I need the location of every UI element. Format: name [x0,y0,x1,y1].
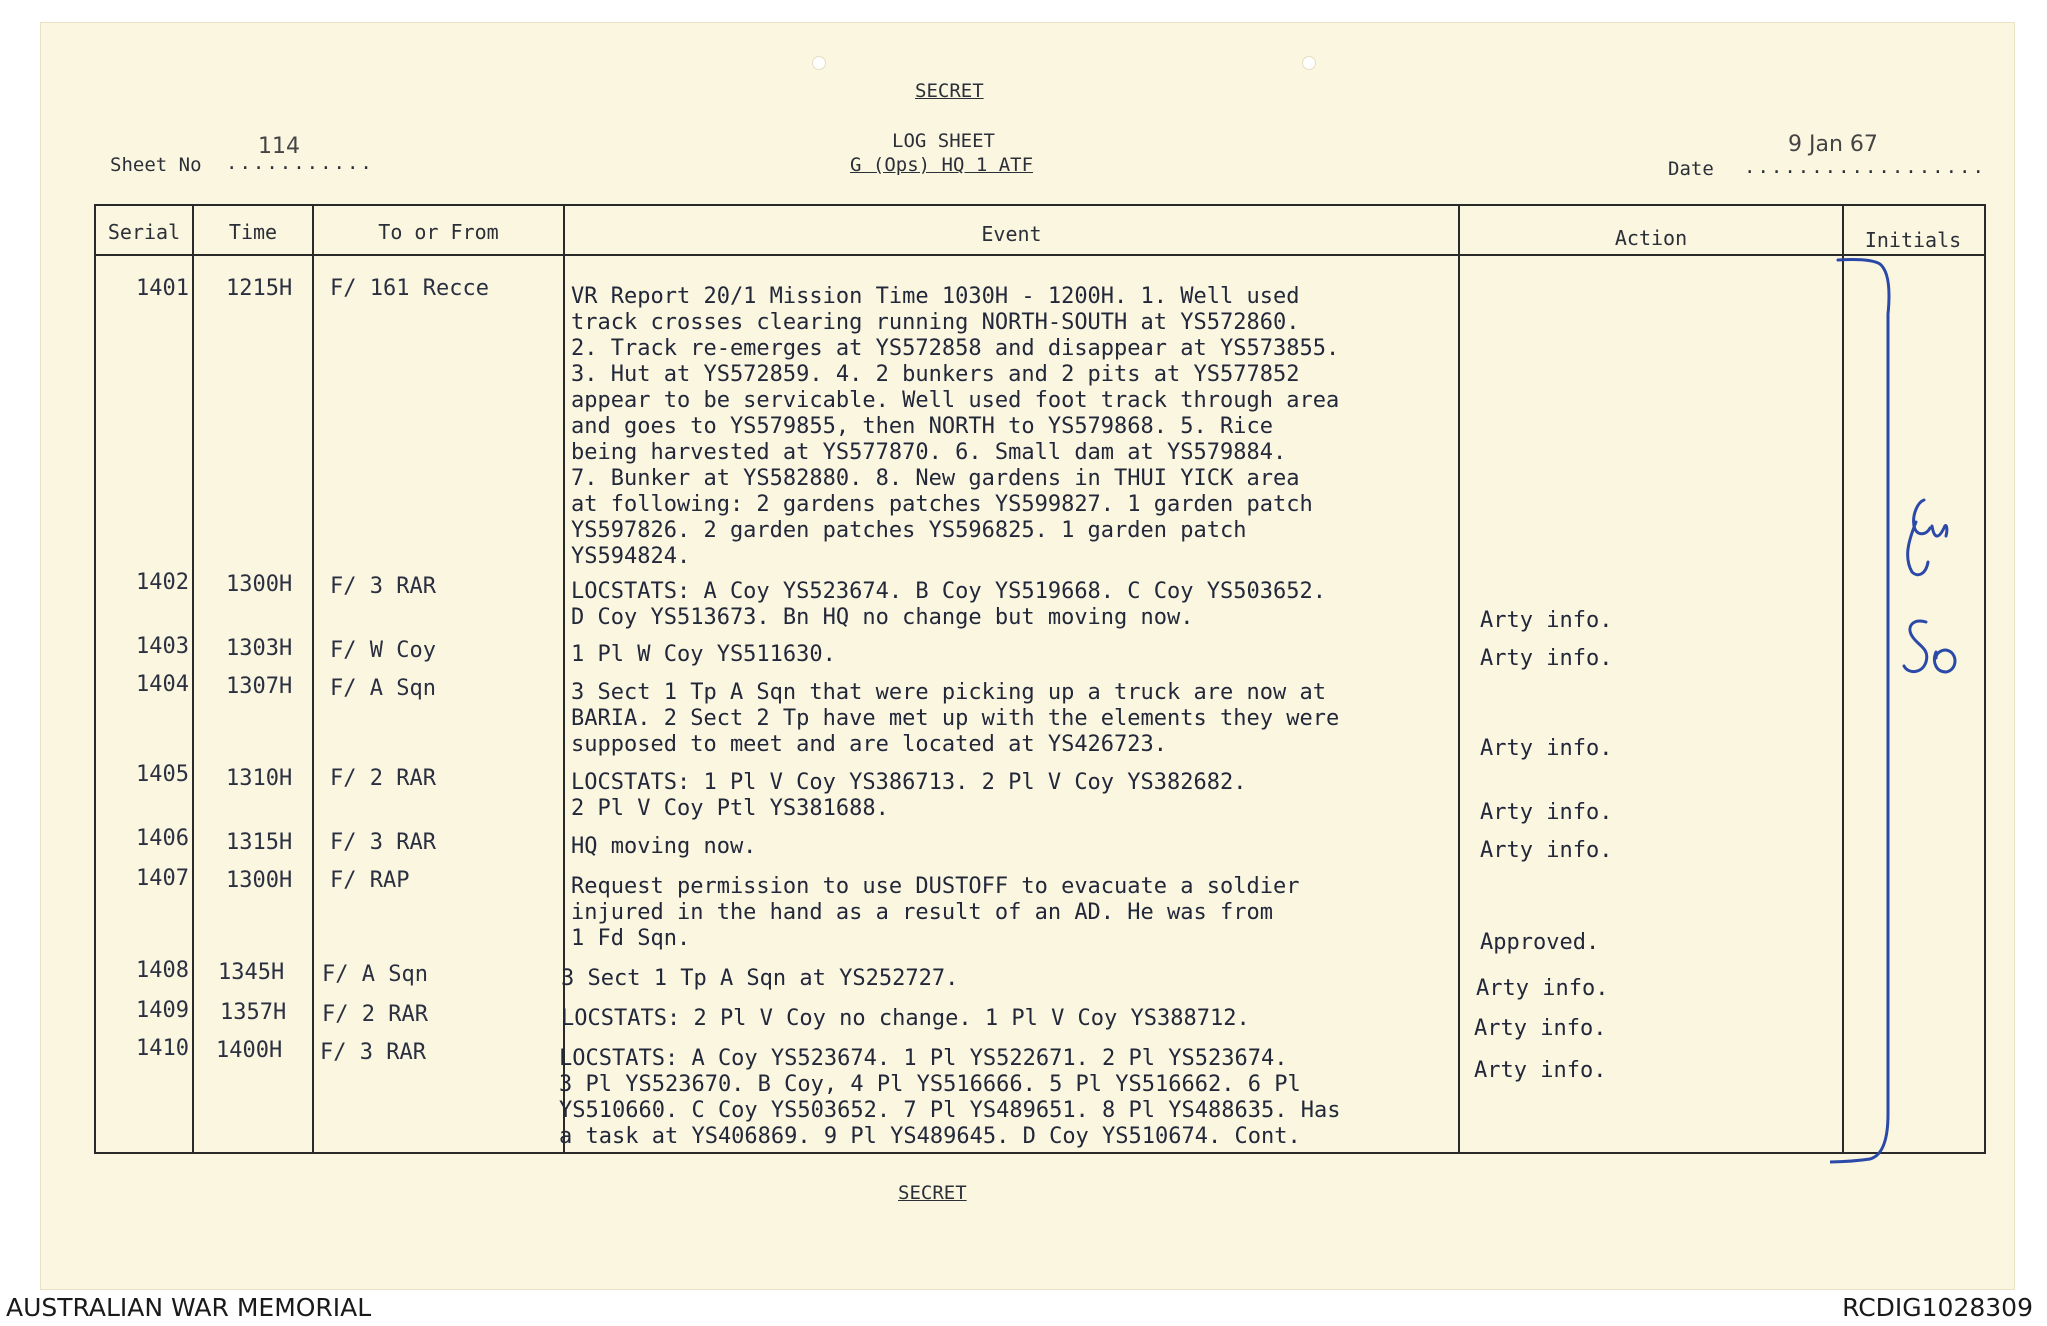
serial-cell: 1410 [136,1036,189,1061]
event-cell: LOCSTATS: A Coy YS523674. B Coy YS519668. C Coy YS503652. D Coy YS513673. Bn HQ no change but moving now. [571,579,1326,630]
archive-caption-left: AUSTRALIAN WAR MEMORIAL [6,1293,372,1322]
time-cell: 1310H [226,766,293,791]
col-divider [1458,204,1460,1152]
col-divider [312,204,314,1152]
col-header-to-from: To or From [378,220,499,244]
serial-cell: 1407 [136,866,189,891]
action-cell: Arty info. [1480,608,1613,633]
time-cell: 1357H [220,1000,287,1025]
col-header-serial: Serial [107,220,181,244]
archive-caption-right: RCDIG1028309 [1842,1293,2033,1322]
event-cell: 3 Sect 1 Tp A Sqn at YS252727. [561,966,959,991]
col-header-time: Time [228,220,278,244]
serial-cell: 1404 [136,672,189,697]
serial-cell: 1405 [136,762,189,787]
serial-cell: 1406 [136,826,189,851]
col-header-action: Action [1614,226,1688,250]
event-cell: VR Report 20/1 Mission Time 1030H - 1200H. 1. Well used track crosses clearing running NORTH-SOUTH at YS572860. 2. Track re-emerges at YS572858 and disappear at YS573855. 3. Hut at YS572859. 4. 2 bunkers and 2 pits at YS577852 appear to be servicable. Well used foot track through area and goes to YS579855, then NORTH to YS579868. 5. Rice being harvested at YS577870. 6. Small dam at YS579884. 7. Bunker at YS582880. 8. New gardens in THUI YICK area at following: 2 gardens patches YS599827. 1 garden patch YS597826. 2 garden patches YS596825. 1 garden patch YS594824. [571,284,1340,569]
to-from-cell: F/ 161 Recce [330,276,489,301]
to-from-cell: F/ RAP [330,868,410,893]
action-cell: Arty info. [1480,736,1613,761]
action-cell: Arty info. [1474,1058,1607,1083]
date-value: 9 Jan 67 [1788,132,1878,157]
to-from-cell: F/ A Sqn [322,962,428,987]
title-line-1: LOG SHEET [892,130,995,152]
time-cell: 1345H [218,960,285,985]
time-cell: 1307H [226,674,293,699]
to-from-cell: F/ 3 RAR [320,1040,426,1065]
punch-hole [812,56,826,70]
initials-bracket [1830,254,1970,1204]
date-dots: .................. [1744,156,1986,178]
time-cell: 1215H [226,276,293,301]
to-from-cell: F/ 3 RAR [330,574,436,599]
time-cell: 1400H [216,1038,283,1063]
event-cell: 3 Sect 1 Tp A Sqn that were picking up a truck are now at BARIA. 2 Sect 2 Tp have met up with the elements they were supposed to meet and are located at YS426723. [571,680,1340,757]
action-cell: Approved. [1480,930,1600,955]
action-cell: Arty info. [1476,976,1609,1001]
sheet-no-dots: ........... [226,152,374,174]
serial-cell: 1408 [136,958,189,983]
serial-cell: 1403 [136,634,189,659]
classification-top: SECRET [915,80,984,102]
action-cell: Arty info. [1480,646,1613,671]
time-cell: 1303H [226,636,293,661]
event-cell: LOCSTATS: 1 Pl V Coy YS386713. 2 Pl V Coy YS382682. 2 Pl V Coy Ptl YS381688. [571,770,1247,821]
action-cell: Arty info. [1480,838,1613,863]
handwritten-initials-mark [1896,612,1966,692]
punch-hole [1302,56,1316,70]
title-line-2: G (Ops) HQ 1 ATF [850,154,1034,176]
classification-bottom: SECRET [898,1182,967,1204]
serial-cell: 1402 [136,570,189,595]
serial-cell: 1409 [136,998,189,1023]
to-from-cell: F/ 2 RAR [330,766,436,791]
to-from-cell: F/ W Coy [330,638,436,663]
sheet-no-label: Sheet No [110,154,202,176]
event-cell: 1 Pl W Coy YS511630. [571,642,836,667]
handwritten-initials-mark [1894,492,1954,582]
event-cell: HQ moving now. [571,834,757,859]
col-header-event: Event [981,222,1042,246]
log-sheet-paper [40,22,2015,1290]
header-divider [94,254,1984,256]
time-cell: 1300H [226,868,293,893]
to-from-cell: F/ A Sqn [330,676,436,701]
col-divider [192,204,194,1152]
event-cell: LOCSTATS: 2 Pl V Coy no change. 1 Pl V Coy YS388712. [561,1006,1250,1031]
col-header-initials: Initials [1864,228,1962,252]
time-cell: 1315H [226,830,293,855]
event-cell: Request permission to use DUSTOFF to evacuate a soldier injured in the hand as a result of an AD. He was from 1 Fd Sqn. [571,874,1300,951]
time-cell: 1300H [226,572,293,597]
action-cell: Arty info. [1480,800,1613,825]
event-cell: LOCSTATS: A Coy YS523674. 1 Pl YS522671. 2 Pl YS523674. 3 Pl YS523670. B Coy, 4 Pl YS516666. 5 Pl YS516662. 6 Pl YS510660. C Coy YS503652. 7 Pl YS489651. 8 Pl YS488635. Has a task at YS406869. 9 Pl YS489645. D Coy YS510674. Cont. [559,1046,1341,1149]
to-from-cell: F/ 2 RAR [322,1002,428,1027]
action-cell: Arty info. [1474,1016,1607,1041]
to-from-cell: F/ 3 RAR [330,830,436,855]
serial-cell: 1401 [136,276,189,301]
sheet-number: 114 [258,134,300,159]
date-label: Date [1668,158,1714,180]
